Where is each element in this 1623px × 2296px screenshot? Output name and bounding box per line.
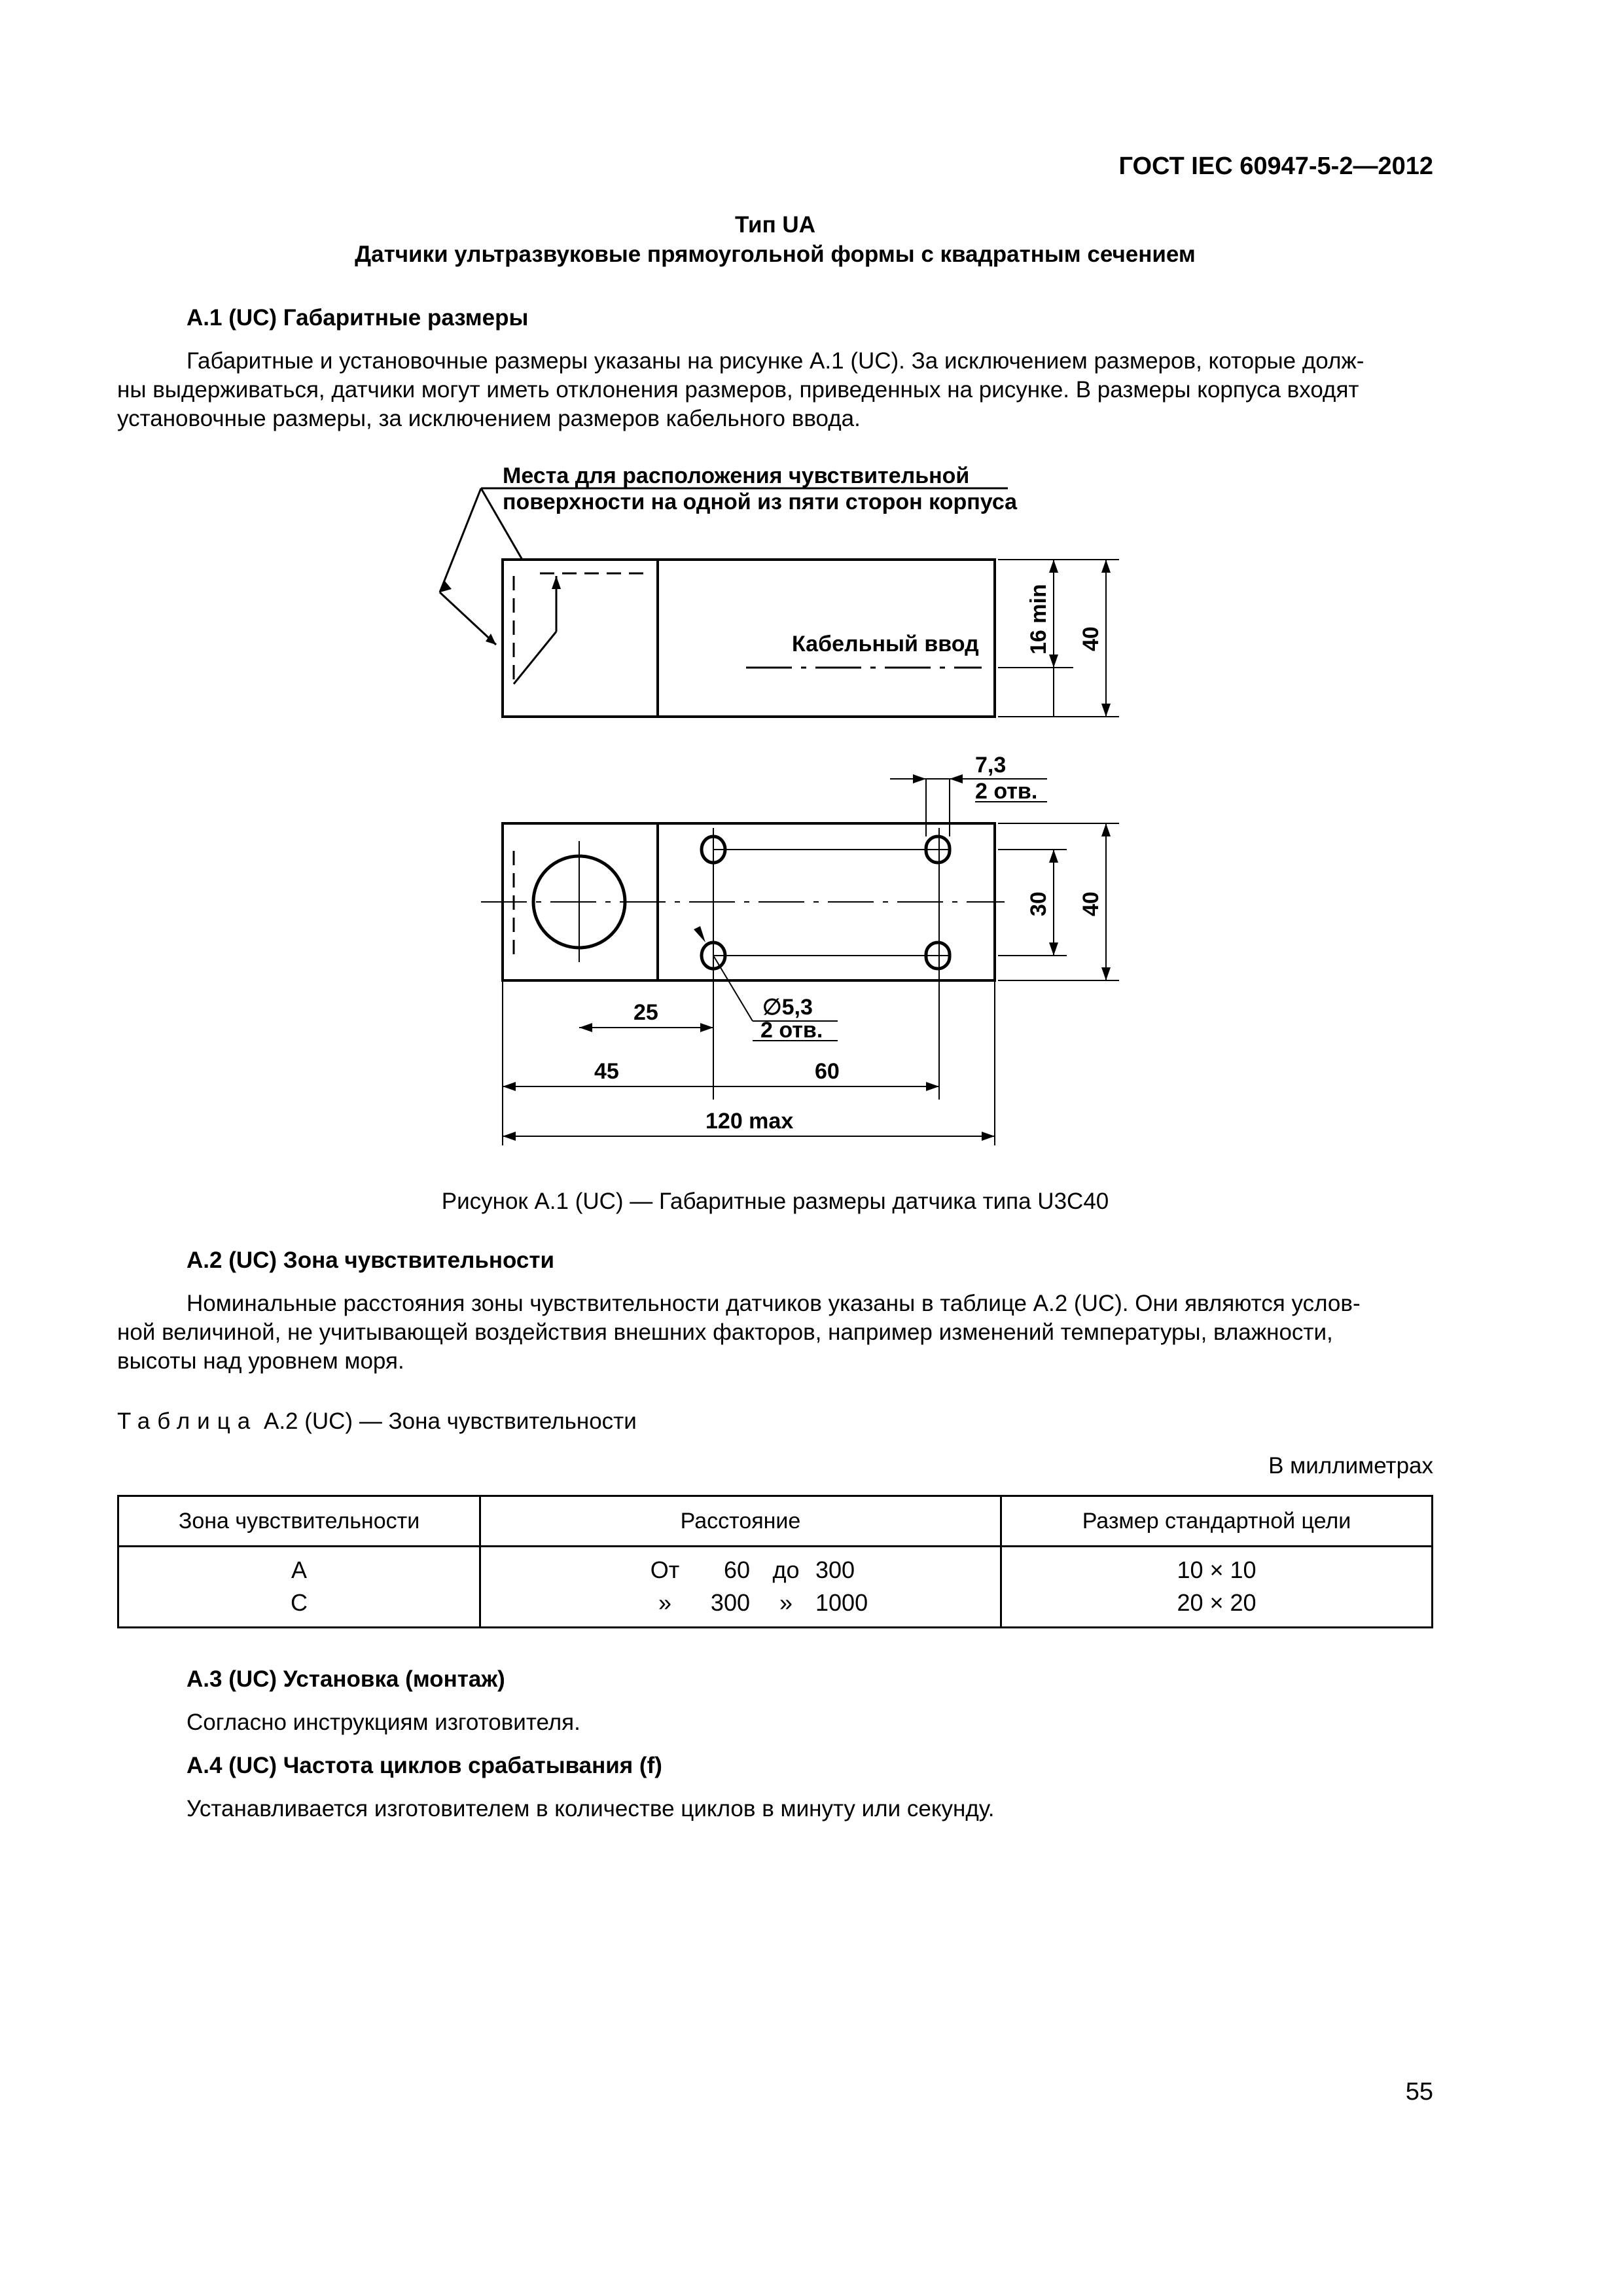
target-cell (1001, 1547, 1433, 1628)
table-row (118, 1547, 1433, 1628)
distance-line (482, 1587, 999, 1619)
section-a1-line3: установочные размеры, за исключением размеров кабельного ввода. (117, 406, 861, 431)
distance-line (482, 1554, 999, 1587)
sensing-zone-table (117, 1495, 1433, 1628)
dim-40-front: 40 (1079, 891, 1103, 916)
holes-2-bottom: 2 отв. (760, 1018, 823, 1043)
distance-max: 300 (815, 1556, 855, 1583)
section-a2-heading: А.2 (UC) Зона чувствительности (187, 1247, 555, 1273)
section-a3-heading: А.3 (UC) Установка (монтаж) (187, 1666, 505, 1692)
table-label-title: А.2 (UC) — Зона чувствительности (263, 1408, 637, 1434)
col-header-target: Размер стандартной цели (1001, 1496, 1433, 1547)
dim-16min: 16 min (1026, 584, 1051, 655)
distance-min: 300 (710, 1589, 750, 1616)
section-a2-line1: Номинальные расстояния зоны чувствительности датчиков указаны в таблице А.2 (UC). Они являются услов- (187, 1291, 1361, 1316)
type-subtitle: Датчики ультразвуковые прямоугольной формы с квадратным сечением (355, 242, 1196, 267)
cable-entry-label: Кабельный ввод (792, 632, 979, 656)
distance-cell (480, 1547, 1001, 1628)
table-label (117, 1406, 637, 1437)
dim-30: 30 (1026, 891, 1051, 916)
section-a2-line2: ной величиной, не учитывающей воздействия внешних факторов, например изменений температуры, влажности, (117, 1319, 1333, 1345)
zone-cell (118, 1547, 480, 1628)
target-value: 10 × 10 (1177, 1556, 1257, 1583)
zone-value: C (291, 1589, 308, 1616)
section-a2-line3: высоты над уровнем моря. (117, 1348, 404, 1374)
section-a1-line1: Габаритные и установочные размеры указаны на рисунке А.1 (UC). За исключением размеров, которые долж- (187, 348, 1364, 374)
dim-60: 60 (815, 1059, 840, 1084)
section-a1-line2: ны выдерживаться, датчики могут иметь отклонения размеров, приведенных на рисунке. В размеры корпуса входят (117, 377, 1359, 403)
dim-40-top: 40 (1079, 626, 1103, 651)
distance-from: » (658, 1589, 672, 1616)
section-a4-text: Устанавливается изготовителем в количестве циклов в минуту или секунду. (187, 1796, 995, 1821)
type-title: Тип UA (735, 212, 815, 238)
section-a4-heading: А.4 (UC) Частота циклов срабатывания (f) (187, 1753, 662, 1778)
section-a3-text: Согласно инструкциям изготовителя. (187, 1710, 580, 1735)
table-units: В миллиметрах (1268, 1453, 1433, 1479)
distance-from: От (650, 1556, 680, 1583)
distance-to: до (772, 1556, 800, 1583)
target-value: 20 × 20 (1177, 1589, 1257, 1616)
page-number: 55 (1405, 2078, 1433, 2106)
distance-max: 1000 (815, 1589, 868, 1616)
note-line2: поверхности на одной из пяти сторон корпуса (503, 490, 1018, 514)
holes-2-top: 2 отв. (975, 779, 1038, 804)
section-a1-heading: А.1 (UC) Габаритные размеры (187, 305, 529, 331)
dim-120max: 120 max (705, 1109, 794, 1134)
col-header-distance: Расстояние (480, 1496, 1001, 1547)
distance-min: 60 (723, 1556, 750, 1583)
zone-value: A (291, 1556, 307, 1583)
document-code: ГОСТ IEC 60947-5-2—2012 (1118, 152, 1433, 180)
dim-45: 45 (594, 1059, 619, 1084)
note-line1: Места для расположения чувствительной (503, 463, 970, 488)
dim-25: 25 (633, 1000, 658, 1025)
distance-to: » (779, 1589, 793, 1616)
dim-7-3: 7,3 (975, 753, 1007, 778)
table-label-word: Таблица (117, 1408, 258, 1434)
figure-caption: Рисунок А.1 (UC) — Габаритные размеры датчика типа U3C40 (441, 1189, 1109, 1214)
col-header-zone: Зона чувствительности (118, 1496, 480, 1547)
dim-hole-diameter: ∅5,3 (762, 995, 813, 1020)
